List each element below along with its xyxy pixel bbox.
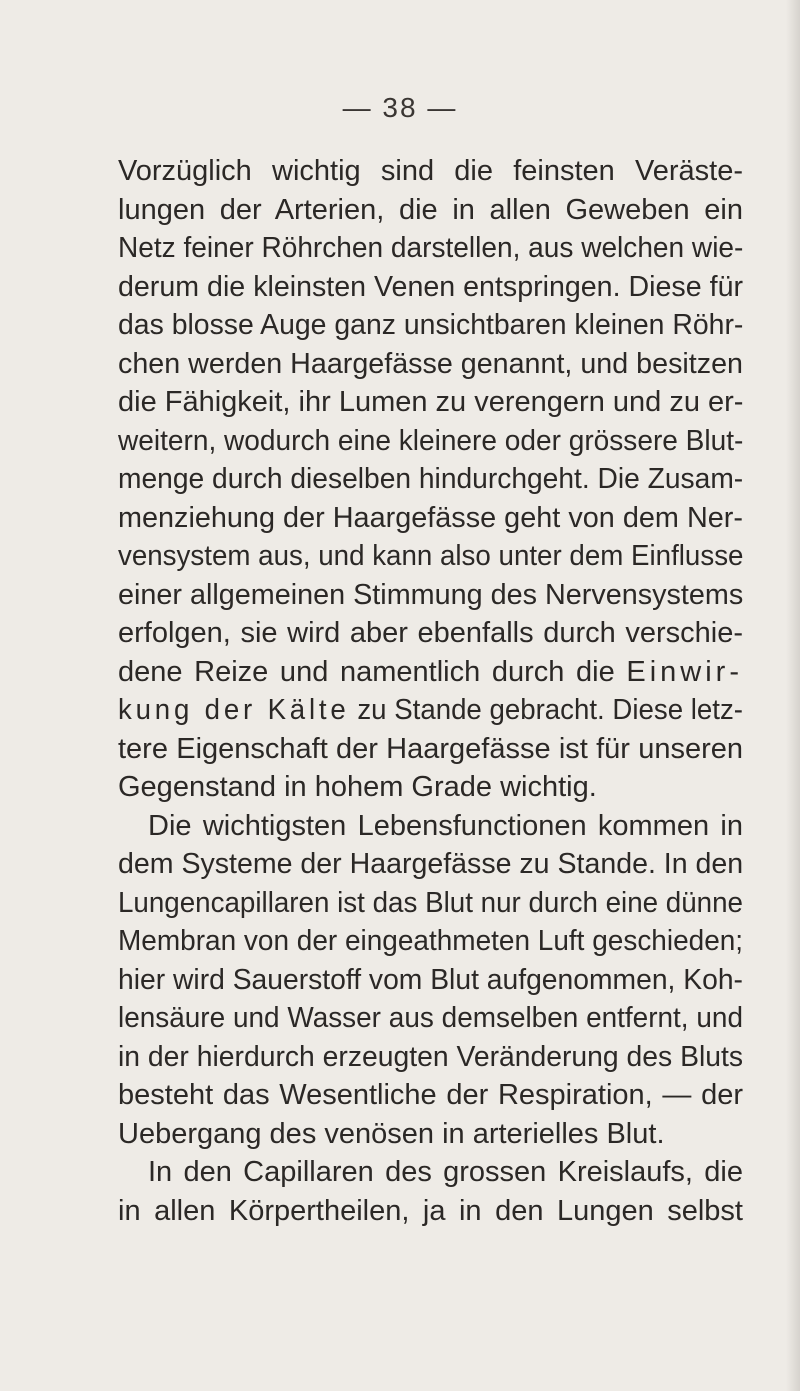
text-line: in allen Körpertheilen, ja in den Lungen selbst xyxy=(118,1194,743,1227)
text-line: Die wichtigsten Lebensfunctionen kommen in xyxy=(148,809,743,842)
text-run: dene Reize und namentlich durch die xyxy=(118,655,615,688)
page-edge-shadow xyxy=(786,0,800,1391)
text-line: erfolgen, sie wird aber ebenfalls durch verschie- xyxy=(118,617,743,649)
page-number: — 38 — xyxy=(342,92,458,123)
text-run: zu Stande gebracht. Diese letz- xyxy=(357,694,743,726)
emphasis-spaced: kung der Kälte xyxy=(118,694,350,726)
text-line: Membran von der eingeathmeten Luft geschieden; xyxy=(118,925,744,957)
text-line: weitern, wodurch eine kleinere oder grössere Blut- xyxy=(118,424,744,457)
text-line: chen werden Haargefässe genannt, und besitzen xyxy=(118,347,743,380)
text-line: dem Systeme der Haargefässe zu Stande. In den xyxy=(118,848,744,880)
text-line: einer allgemeinen Stimmung des Nervensystems xyxy=(118,578,744,611)
text-line: derum die kleinsten Venen entspringen. Diese für xyxy=(118,270,743,303)
text-line: in der hierdurch erzeugten Veränderung des Bluts xyxy=(118,1040,744,1073)
text-line: hier wird Sauerstoff vom Blut aufgenommen, Koh- xyxy=(118,963,743,996)
text-line: lungen der Arterien, die in allen Geweben ein xyxy=(118,193,743,226)
text-line: Lungencapillaren ist das Blut nur durch eine dünne xyxy=(118,886,743,919)
text-line: tere Eigenschaft der Haargefässe ist für unseren xyxy=(118,732,743,765)
text-line: In den Capillaren des grossen Kreislaufs, die xyxy=(148,1156,743,1188)
text-line: vensystem aus, und kann also unter dem Einflusse xyxy=(118,540,744,572)
text-line xyxy=(118,691,743,730)
text-line: Gegenstand in hohem Grade wichtig. xyxy=(118,771,597,803)
text-line: Netz feiner Röhrchen darstellen, aus welchen wie- xyxy=(118,232,744,264)
text-line: lensäure und Wasser aus demselben entfernt, und xyxy=(118,1002,743,1034)
text-line: besteht das Wesentliche der Respiration, — der xyxy=(118,1079,743,1111)
text-line: das blosse Auge ganz unsichtbaren kleinen Röhr- xyxy=(118,309,744,341)
text-line: Vorzüglich wichtig sind die feinsten Veräste- xyxy=(118,155,743,187)
emphasis-spaced: Einwir- xyxy=(626,655,743,688)
text-line: menge durch dieselben hindurchgeht. Die Zusam- xyxy=(118,463,744,495)
body-text xyxy=(118,152,743,1230)
text-line xyxy=(118,653,743,692)
text-line: die Fähigkeit, ihr Lumen zu verengern und zu er- xyxy=(118,386,744,418)
text-line: menziehung der Haargefässe geht von dem Ner- xyxy=(118,501,743,534)
text-line: Uebergang des venösen in arterielles Blut. xyxy=(118,1117,665,1150)
